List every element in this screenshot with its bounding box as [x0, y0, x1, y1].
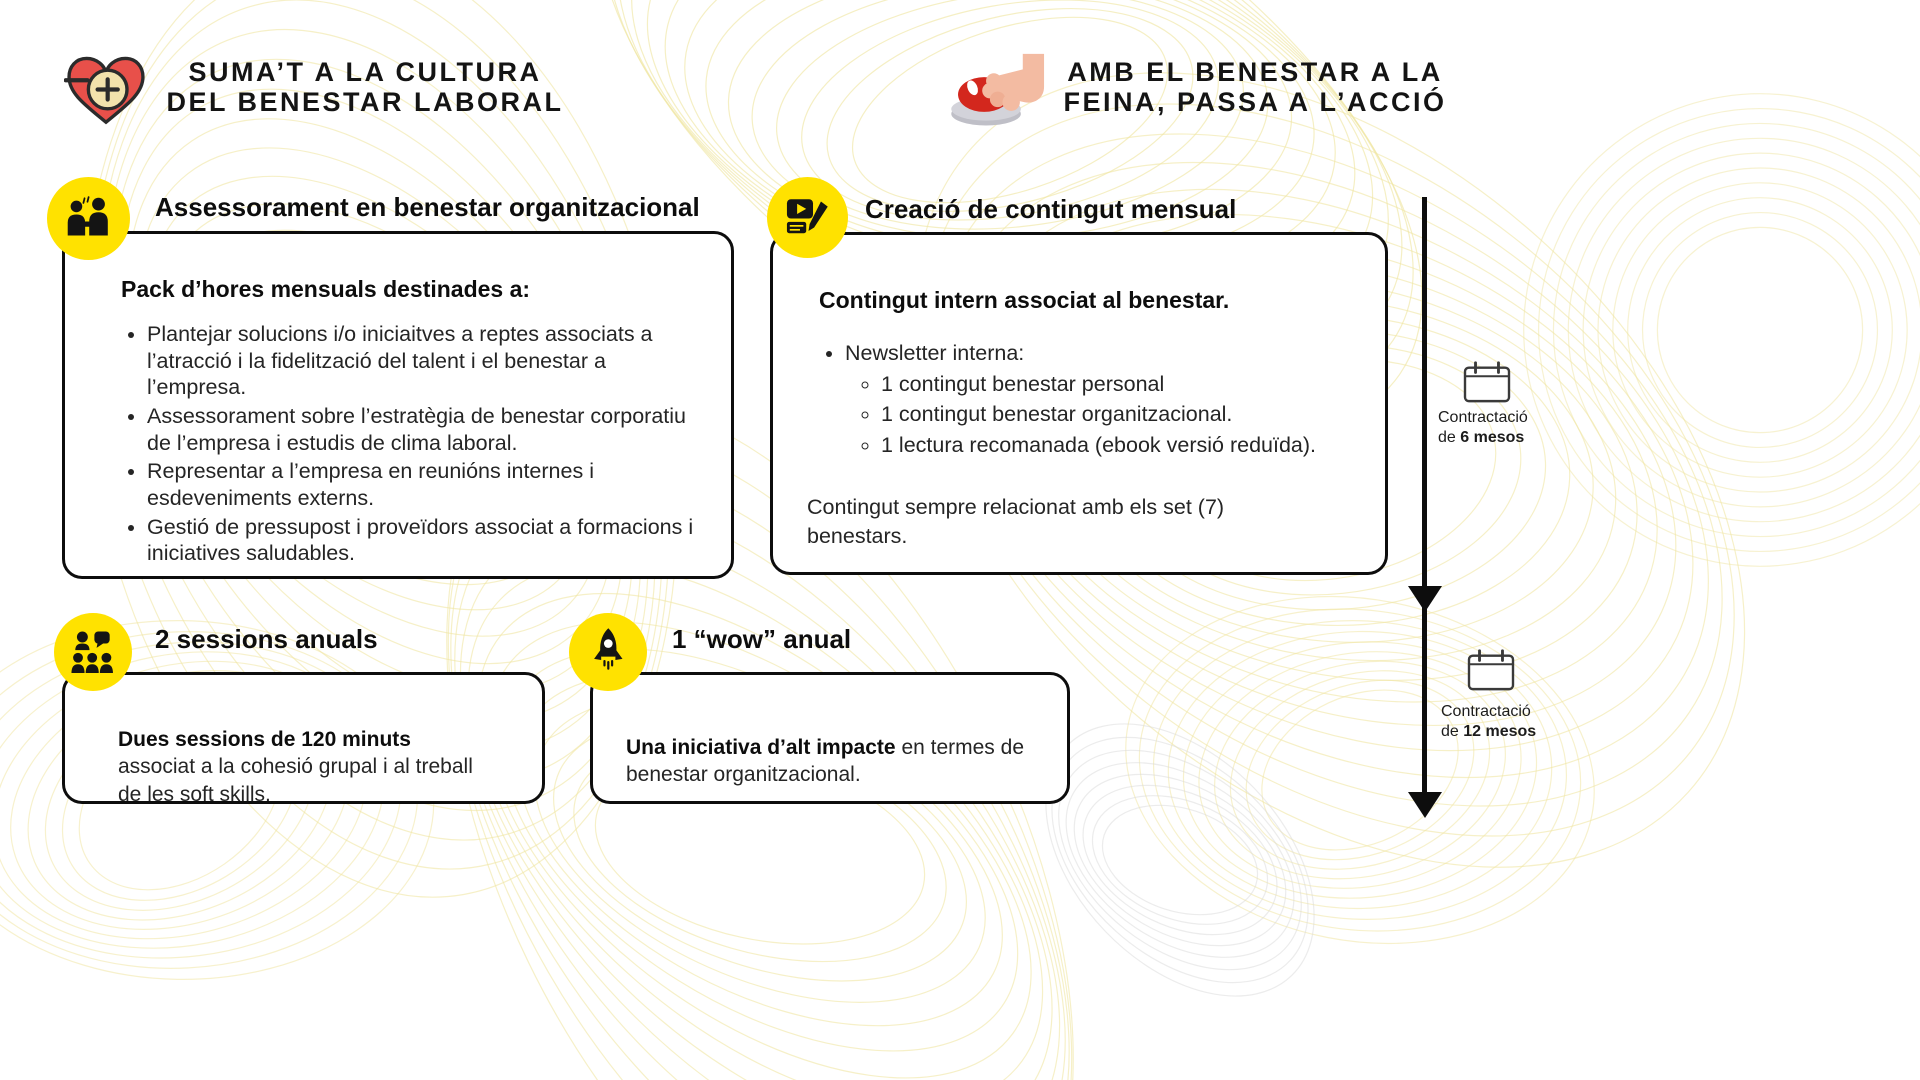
contract-2-line2 [1441, 722, 1536, 742]
contingut-bullet-list [819, 340, 1357, 459]
timeline-line [1422, 197, 1427, 795]
contract-1-line1: Contractació [1438, 409, 1528, 426]
title-left-line1: SUMA’T A LA CULTURA [188, 57, 542, 87]
team-icon [54, 613, 132, 691]
wow-text-rest: en termes de benestar organitzacional. [626, 736, 1025, 787]
contingut-footer-note: Contingut sempre relacionat amb els set (7) benestars. [807, 495, 1225, 548]
card-wow [590, 672, 1070, 804]
contract-2-prefix: de [1441, 723, 1459, 740]
card-title-contingut: Creació de contingut mensual [865, 194, 1237, 224]
bullet-item: • Plantejar solucions i/o iniciaitves a reptes associats a l’atracció i la fidelització del talent i el benestar a l’empresa. [147, 321, 703, 401]
title-left-line2: DEL BENESTAR LABORAL [166, 87, 564, 117]
assessorament-intro: Pack d’hores mensuals destinades a: [121, 276, 531, 302]
contract-2-line1: Contractació [1441, 703, 1531, 720]
contract-1-duration: 6 mesos [1460, 429, 1525, 446]
arrow-down-icon [1408, 792, 1442, 818]
sessions-text-bold: Dues sessions de 120 minuts [118, 728, 411, 751]
calendar-icon [1462, 360, 1512, 404]
card-title-sessions: 2 sessions anuals [155, 624, 378, 654]
wow-text-bold: Una iniciativa d’alt impacte [626, 736, 896, 759]
title-right-line1: AMB EL BENESTAR A LA [1067, 57, 1443, 87]
card-sessions [62, 672, 545, 804]
bullet-item: • Newsletter interna: [845, 340, 1357, 367]
sub-bullet-item: ◦ 1 contingut benestar organitzacional. [881, 401, 1357, 429]
arrow-down-icon [1408, 586, 1442, 612]
contingut-intro: Contingut intern associat al benestar. [819, 287, 1230, 313]
consulting-icon [47, 177, 130, 260]
content-creation-icon [767, 177, 848, 258]
contract-1-line2 [1438, 428, 1528, 448]
card-assessorament [62, 231, 734, 579]
page-title-right [1055, 57, 1455, 117]
bullet-item: • Gestió de pressupost i proveïdors associat a formacions i iniciatives saludables. [147, 514, 703, 567]
rocket-icon [569, 613, 647, 691]
card-title-wow: 1 “wow” anual [672, 624, 852, 654]
bullet-item: • Representar a l’empresa en reunións internes i esdeveniments externs. [147, 458, 703, 511]
calendar-icon [1466, 648, 1516, 692]
contract-2-duration: 12 mesos [1463, 723, 1537, 740]
title-right-line2: FEINA, PASSA A L’ACCIÓ [1063, 87, 1447, 117]
contract-1-prefix: de [1438, 429, 1456, 446]
sub-bullet-item: ◦ 1 contingut benestar personal [881, 371, 1357, 399]
heart-plus-icon [64, 50, 148, 130]
card-contingut [770, 232, 1388, 575]
sub-bullet-item: ◦ 1 lectura recomanada (ebook versió reduïda). [881, 432, 1357, 460]
contract-label-12m [1441, 702, 1536, 742]
bullet-item: • Assessorament sobre l’estratègia de benestar corporatiu de l’empresa i estudis de clima laboral. [147, 403, 703, 456]
wow-text [626, 734, 1034, 789]
contract-label-6m [1438, 408, 1528, 448]
sessions-text [118, 726, 478, 808]
card-title-assessorament: Assessorament en benestar organitzacional [155, 192, 700, 222]
page-title-left [160, 57, 570, 117]
push-button-icon [930, 52, 1046, 132]
contingut-sub-list [845, 371, 1357, 460]
sessions-text-rest: associat a la cohesió grupal i al treball de les soft skills. [118, 755, 473, 806]
assessorament-bullet-list [121, 321, 703, 567]
